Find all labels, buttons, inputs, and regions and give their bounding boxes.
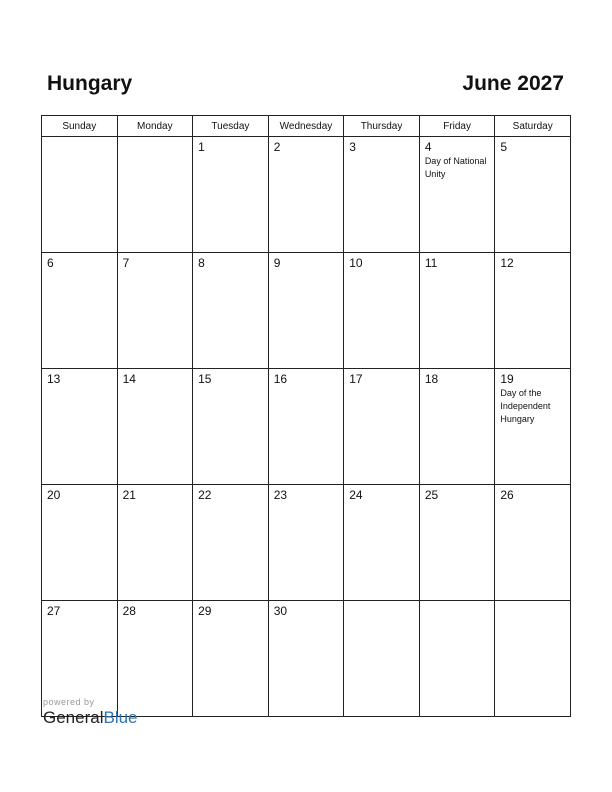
day-cell: [419, 253, 495, 369]
day-cell: [193, 253, 269, 369]
day-number: 11: [424, 256, 438, 270]
day-cell: [419, 601, 495, 717]
day-cell: [344, 485, 420, 601]
day-number: 24: [349, 488, 363, 502]
week-row: [42, 369, 571, 485]
day-cell: [117, 369, 193, 485]
day-cell: [268, 601, 344, 717]
day-cell: [268, 253, 344, 369]
weekday-sunday: Sunday: [42, 116, 118, 137]
day-number: 23: [273, 488, 288, 502]
day-number: 14: [122, 372, 136, 386]
weekday-tuesday: Tuesday: [193, 116, 269, 137]
day-cell: [419, 137, 495, 253]
holiday-label: Day of the Independent Hungary: [500, 388, 551, 424]
weekday-wednesday: Wednesday: [268, 116, 344, 137]
day-cell: [344, 137, 420, 253]
day-cell: [193, 601, 269, 717]
day-cell: [42, 369, 118, 485]
day-cell: [344, 601, 420, 717]
day-cell: [117, 137, 193, 253]
day-cell: [268, 369, 344, 485]
day-cell: [268, 485, 344, 601]
weekday-thursday: Thursday: [344, 116, 420, 137]
day-number: 21: [122, 488, 136, 502]
weekday-saturday: Saturday: [495, 116, 571, 137]
day-number: 4: [424, 140, 432, 154]
calendar-grid: [41, 115, 571, 717]
day-cell: [495, 601, 571, 717]
day-number: 27: [47, 604, 61, 618]
day-cell: [42, 253, 118, 369]
day-number: 19: [500, 372, 514, 386]
calendar-month-year-title: June 2027: [462, 72, 564, 95]
day-number: 2: [273, 140, 281, 154]
day-number: 22: [198, 488, 212, 502]
day-number: 13: [47, 372, 61, 386]
calendar-country-title: Hungary: [47, 72, 133, 95]
powered-by-text: powered by: [43, 697, 95, 707]
day-number: 28: [122, 604, 136, 618]
day-cell: [193, 369, 269, 485]
brand-general: General: [43, 708, 104, 727]
day-number: 7: [122, 256, 130, 270]
day-number: 1: [198, 140, 205, 154]
day-cell: [42, 485, 118, 601]
day-number: 26: [500, 488, 514, 502]
generalblue-logo: [43, 708, 138, 728]
day-cell: [419, 369, 495, 485]
day-number: 15: [198, 372, 212, 386]
footer-branding: [43, 697, 138, 728]
day-cell: [495, 253, 571, 369]
day-number: 30: [273, 604, 288, 618]
day-number: 5: [500, 140, 508, 154]
week-row: [42, 485, 571, 601]
day-number: 20: [47, 488, 61, 502]
day-number: 12: [500, 256, 514, 270]
day-number: 18: [424, 372, 439, 386]
day-cell: [495, 485, 571, 601]
weekday-friday: Friday: [419, 116, 495, 137]
day-cell: [344, 253, 420, 369]
day-number: 9: [273, 256, 281, 270]
day-number: 17: [349, 372, 363, 386]
day-cell: [117, 253, 193, 369]
day-number: 10: [349, 256, 363, 270]
day-cell: [419, 485, 495, 601]
day-number: 6: [47, 256, 54, 270]
brand-blue: Blue: [103, 708, 138, 727]
day-cell: [495, 137, 571, 253]
week-row: [42, 253, 571, 369]
day-cell: [193, 137, 269, 253]
weekday-monday: Monday: [117, 116, 193, 137]
weekday-header-row: [42, 116, 571, 137]
day-number: 25: [424, 488, 439, 502]
day-number: 16: [273, 372, 288, 386]
day-number: 8: [198, 256, 205, 270]
week-row: [42, 137, 571, 253]
holiday-label: Day of National Unity: [424, 156, 487, 179]
day-number: 29: [198, 604, 212, 618]
day-cell: [344, 369, 420, 485]
day-cell: [495, 369, 571, 485]
day-number: 3: [349, 140, 356, 154]
day-cell: [42, 137, 118, 253]
day-cell: [193, 485, 269, 601]
day-cell: [117, 485, 193, 601]
day-cell: [268, 137, 344, 253]
